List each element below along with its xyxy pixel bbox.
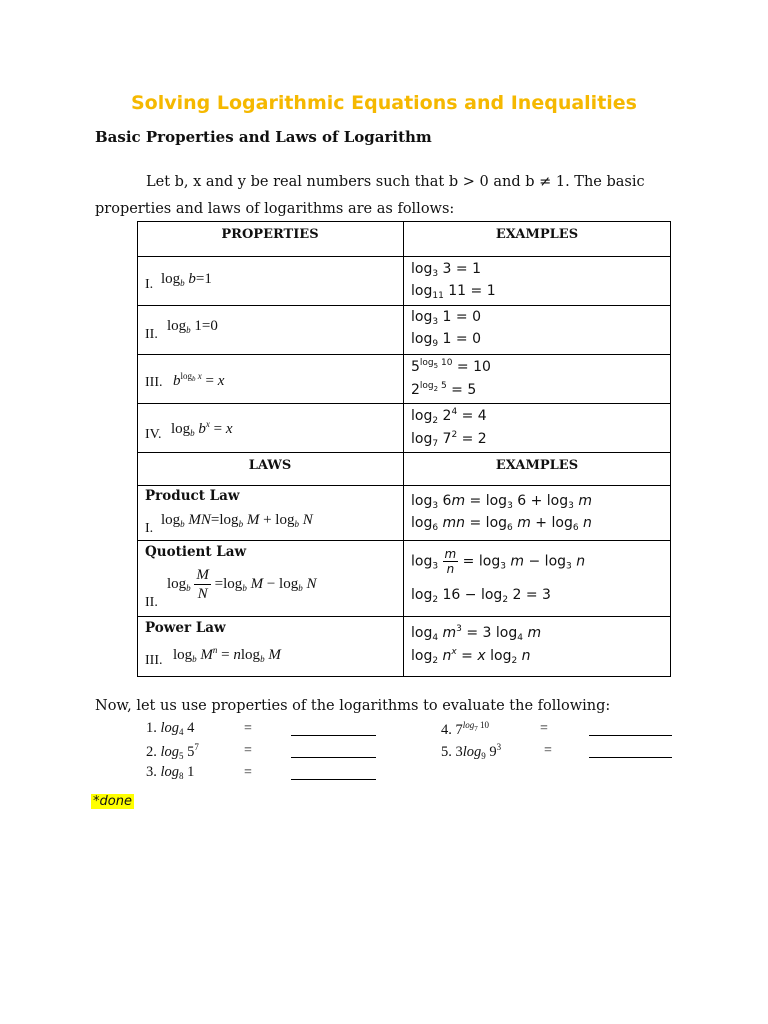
equals-sign: = bbox=[540, 721, 548, 736]
exercise-instructions: Now, let us use properties of the logarithms to evaluate the following: bbox=[95, 698, 611, 714]
equals-sign: = bbox=[244, 743, 252, 758]
header-laws: LAWS bbox=[248, 458, 292, 473]
law-name: Product Law bbox=[145, 488, 240, 504]
property-example: $\log_7 7^2 = 2$ bbox=[411, 430, 487, 449]
property-formula: $\log_b 1=0$ bbox=[167, 318, 218, 335]
property-example: $\log_3 1 = 0$ bbox=[411, 309, 481, 327]
exercise-item: 4. $7^{log_7 10}$ bbox=[441, 720, 490, 738]
section-heading: Basic Properties and Laws of Logarithm bbox=[95, 128, 432, 146]
exercise-item: 1. $\log_4 4$ bbox=[146, 720, 195, 737]
property-formula: $\log_b b^x = x$ bbox=[171, 419, 233, 438]
law-example: $\log_6$ mn = $\log_6 m + \log_6 n$ bbox=[411, 515, 592, 533]
header-examples: EXAMPLES bbox=[495, 227, 579, 242]
property-roman: II. bbox=[145, 327, 158, 342]
law-name: Power Law bbox=[145, 620, 226, 636]
property-example: $2^{log_2 5} = 5$ bbox=[411, 381, 477, 398]
page-title: Solving Logarithmic Equations and Inequalities bbox=[131, 92, 637, 114]
answer-blank[interactable] bbox=[291, 735, 376, 736]
equals-sign: = bbox=[244, 721, 252, 736]
answer-blank[interactable] bbox=[589, 735, 672, 736]
property-example: $5^{log_5 10} = 10$ bbox=[411, 358, 491, 375]
property-example: $\log_3 3 = 1$ bbox=[411, 261, 481, 279]
law-roman: I. bbox=[145, 521, 154, 536]
property-formula: $\log_b b=1$ bbox=[161, 271, 212, 288]
law-example: $\log_3$ $\frac{m}{n}$ = $\log_3 m - \log_3 n$ bbox=[411, 547, 586, 576]
done-note: *done bbox=[93, 794, 132, 809]
property-example: $\log_2 2^4 = 4$ bbox=[411, 407, 487, 426]
law-example: $\log_2 n^x = x$ $\log_2 n$ bbox=[411, 647, 531, 666]
law-roman: III. bbox=[145, 653, 163, 668]
law-example: $\log_2 16 - \log_2 2 = 3$ bbox=[411, 587, 551, 605]
header-properties: PROPERTIES bbox=[221, 227, 319, 242]
law-formula: $\log_b M^n = nlog_b$ M bbox=[173, 645, 281, 664]
properties-table bbox=[137, 221, 671, 677]
intro-text-line-1: Let b, x and y be real numbers such that b > 0 and b ≠ 1. The basic bbox=[146, 174, 645, 190]
exercise-item: 3. $\log_8 1$ bbox=[146, 764, 195, 781]
law-formula: $\log_b MN=\log_b$ $M + \log_b N$ bbox=[161, 512, 313, 529]
equals-sign: = bbox=[544, 743, 552, 758]
property-roman: IV. bbox=[145, 427, 162, 442]
answer-blank[interactable] bbox=[291, 779, 376, 780]
answer-blank[interactable] bbox=[589, 757, 672, 758]
intro-text-line-2: properties and laws of logarithms are as follows: bbox=[95, 201, 455, 217]
equals-sign: = bbox=[244, 765, 252, 780]
exercise-item: 2. $\log_5 5^7$ bbox=[146, 742, 199, 761]
property-roman: I. bbox=[145, 277, 154, 292]
property-formula: $b^{log_b x} = x$ bbox=[173, 371, 225, 389]
property-example: $\log_9 1 = 0$ bbox=[411, 331, 481, 349]
law-roman: II. bbox=[145, 595, 158, 610]
property-example: $\log_{11} 11 = 1$ bbox=[411, 283, 496, 301]
law-example: $\log_3 6m = \log_3 6 + \log_3 m$ bbox=[411, 493, 592, 511]
answer-blank[interactable] bbox=[291, 757, 376, 758]
law-example: $\log_4 m^3 = 3$ $\log_4 m$ bbox=[411, 624, 542, 643]
exercise-item: 5. $3\log_9$ $9^3$ bbox=[441, 742, 502, 761]
law-formula: $\log_b$ $\frac{M}{N}$ $=\log_b$ $M - \log_b N$ bbox=[167, 567, 317, 602]
law-name: Quotient Law bbox=[145, 544, 247, 560]
property-roman: III. bbox=[145, 375, 163, 390]
header-examples-laws: EXAMPLES bbox=[495, 458, 579, 473]
